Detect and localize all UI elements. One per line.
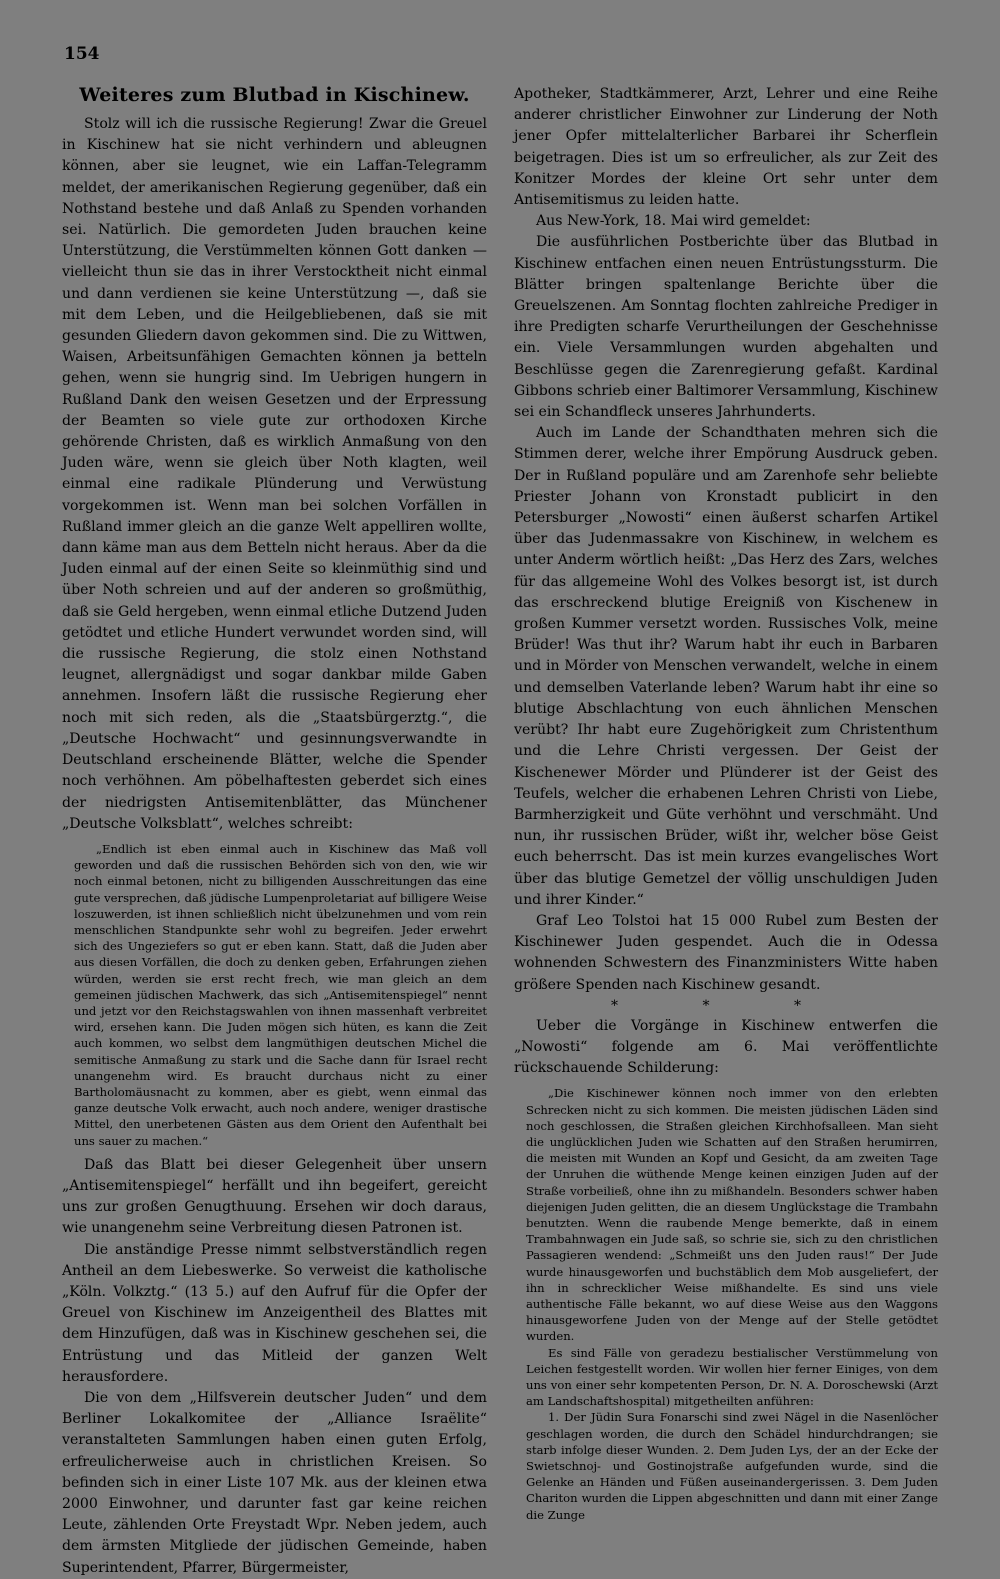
paragraph: Die ausführlichen Postberichte über das Blutbad in Kischinew entfachen einen neuen Entrüstungssturm. Die Blätter bringen spaltenlange Berichte über die Greuelszenen. Am Sonntag flochten zahlreiche Prediger in ihre Predigten scharfe Verurtheilungen der Geschehnisse ein. Viele Versammlungen wurden abgehalten und Beschlüsse gegen die Zarenregierung gefaßt. Kardinal Gibbons schrieb einer Baltimorer Versammlung, Kischinew sei ein Schandfleck unseres Jahrhunderts. [514, 234, 938, 421]
left-body-2 [62, 1155, 487, 1579]
quoted-report [526, 1085, 938, 1522]
section-separator: * * * [611, 997, 841, 1014]
article-title: Weiteres zum Blutbad in Kischinew. [79, 84, 470, 106]
paragraph: Daß das Blatt bei dieser Gelegenheit über unsern „Antisemitenspiegel“ herfällt und ihn begeifert, gereicht uns zur großen Genugthuung. Ersehen wir doch daraus, wie unangenehm seine Verbreitung diesen Patronen ist. [62, 1156, 487, 1237]
paragraph: Graf Leo Tolstoi hat 15 000 Rubel zum Besten der Kischinewer Juden gespendet. Auch die in Odessa wohnenden Schwestern des Finanzministers Witte haben größere Spenden nach Kischinew gesandt. [514, 912, 938, 993]
paragraph: Die von dem „Hilfsverein deutscher Juden“ und dem Berliner Lokalkomitee der „Alliance Israëlite“ veranstalteten Sammlungen haben einen guten Erfolg, erfreulicherweise auch in christlichen Kreisen. So befinden sich in einer Liste 107 Mk. aus der kleinen etwa 2000 Einwohner, und darunter fast gar keine reichen Leute, zählenden Orte Freystadt Wpr. Neben jedem, auch dem ärmsten Mitgliede der jüdischen Gemeinde, haben Superintendent, Pfarrer, Bürgermeister, [62, 1390, 487, 1576]
left-body [62, 114, 487, 835]
left-column [62, 84, 487, 1576]
quote-paragraph: 1. Der Jüdin Sura Fonarschi sind zwei Nägel in die Nasenlöcher geschlagen worden, die durch den Schädel hindurchdrangen; sie starb infolge dieser Wunden. 2. Dem Juden Lys, der an der Ecke der Swietschnoj- und Gostinojstraße aufgefunden wurde, sind die Gelenke an Händen und Füßen auseinandergerissen. 3. Dem Juden Chariton wurden die Lippen abgeschnitten und dann mit einer Zange die Zunge [526, 1410, 938, 1522]
paragraph: Die anständige Presse nimmt selbstverständlich regen Antheil an dem Liebeswerke. So verweist die katholische „Köln. Volkztg.“ (13 5.) auf den Aufruf für die Opfer der Greuel von Kischinew im Anzeigentheil des Blattes mit dem Hinzufügen, daß was in Kischinew geschehen sei, die Entrüstung und das Mitleid der ganzen Welt herausfordere. [62, 1241, 487, 1385]
paragraph: Ueber die Vorgänge in Kischinew entwerfen die „Nowosti“ folgende am 6. Mai veröffentlichte rückschauende Schilderung: [514, 1017, 938, 1077]
right-column [514, 84, 938, 1522]
paragraph: Stolz will ich die russische Regierung! Zwar die Greuel in Kischinew hat sie nicht verhindern und ableugnen können, aber sie leugnet, wie ein Laffan-Telegramm meldet, der amerikanischen Regierung gegenüber, daß ein Nothstand bestehe und daß Anlaß zu Spenden vorhanden sei. Natürlich. Die gemordeten Juden brauchen keine Unterstützung, die Verstümmelten können Gott danken — vielleicht thun sie das in ihrer Verstocktheit nicht einmal und dann verdienen sie keine Unterstützung —, daß sie mit dem Leben, und die Heilgebliebenen, daß sie mit gesunden Gliedern davon gekommen sind. Die zu Wittwen, Waisen, Arbeitsunfähigen Gemachten können ja betteln gehen, wenn sie hungrig sind. Im Uebrigen hungern in Rußland Dank den weisen Gesetzen und der Erpressung der Beamten so viele gute zur orthodoxen Kirche gehörende Christen, daß es wirklich Anmaßung von den Juden wäre, wenn sie gleich über Noth klagten, weil einmal eine radikale Plünderung und Verwüstung vorgekommen ist. Wenn man bei solchen Vorfällen in Rußland immer gleich an die ganze Welt appelliren wollte, dann käme man aus dem Betteln nicht heraus. Aber da die Juden einmal auf der einen Seite so kleinmüthig sind und über Noth schreien und auf der anderen so großmüthig, daß sie Geld hergeben, wenn einmal etliche Dutzend Juden getödtet und etliche Hundert verwundet worden sind, will die russische Regierung, die stolz einen Nothstand leugnet, allergnädigst und sogar dankbar milde Gaben annehmen. Insofern läßt die russische Regierung eher noch mit sich reden, als die „Staatsbürgerztg.“, die „Deutsche Hochwacht“ und gesinnungsverwandte in Deutschland erscheinende Blätter, welche die Spender noch verhöhnen. Am pöbelhaftesten geberdet sich eines der niedrigsten Antisemitenblätter, das Münchener „Deutsche Volksblatt“, welches schreibt: [62, 116, 487, 832]
page-number: 154 [64, 44, 100, 64]
quote-paragraph: Es sind Fälle von geradezu bestialischer Verstümmelung von Leichen festgestellt worden. Wir wollen hier ferner Einiges, von dem uns von einer sehr kompetenten Person, Dr. N. A. Doroschewski (Arzt am Landschaftshospital) mitgetheilten anführen: [526, 1345, 938, 1409]
paragraph: Apotheker, Stadtkämmerer, Arzt, Lehrer und eine Reihe anderer christlicher Einwohner zur Linderung der Noth jener Opfer mittelalterlicher Barbarei ihr Scherflein beigetragen. Dies ist um so erfreulicher, als zur Zeit des Konitzer Mordes der kleine Ort sehr unter dem Antisemitismus zu leiden hatte. [514, 86, 938, 209]
quote-paragraph: „Endlich ist eben einmal auch in Kischinew das Maß voll geworden und daß die russischen Behörden sich von den, wie wir noch einmal betonen, nicht zu billigenden Ausschreitungen das eine gute versprechen, daß jüdische Lumpenproletariat auf billigere Weise loszuwerden, ist ihnen schließlich nicht übelzunehmen und vom rein menschlichen Standpunkte sehr wohl zu begreifen. Jeder erwehrt sich des Ungeziefers so gut er eben kann. Statt, daß die Juden aber aus diesen Vorfällen, die doch zu denken geben, Erfahrungen ziehen würden, werden sie erst recht frech, wie man gleich an dem gemeinen jüdischen Machwerk, das sich „Antisemitenspiegel“ nennt und jetzt vor den Reichstagswahlen von ihnen massenhaft verbreitet wird, ersehen kann. Die Juden mögen sich hüten, es kann die Zeit auch kommen, wo selbst dem langmüthigen deutschen Michel die semitische Anmaßung zu stark und die Sache dann für Israel recht unangenehm wird. Es braucht durchaus nicht zu einer Bartholomäusnacht zu kommen, aber es giebt, wenn einmal das ganze deutsche Volk erwacht, auch noch andere, weniger drastische Mittel, den unerbetenen Gästen aus dem Orient den Aufenthalt bei uns sauer zu machen.“ [74, 841, 487, 1148]
right-body [514, 84, 938, 996]
paragraph: Auch im Lande der Schandthaten mehren sich die Stimmen derer, welche ihrer Empörung Ausdruck geben. Der in Rußland populäre und am Zarenhofe sehr beliebte Priester Johann von Kronstadt publicirt in den Petersburger „Nowosti“ einen äußerst scharfen Artikel über das Judenmassakre von Kischinew, in welchem es unter Anderm wörtlich heißt: „Das Herz des Zars, welches für das allgemeine Wohl des Volkes besorgt ist, ist durch das erschreckend blutige Ereigniß von Kischenew in großen Kummer versetzt worden. Russisches Volk, meine Brüder! Was thut ihr? Warum habt ihr euch in Barbaren und in Mörder von Menschen verwandelt, welche in einem und demselben Vaterlande leben? Warum habt ihr eine so blutige Abschlachtung von euch ähnlichen Menschen verübt? Ihr habt eure Zugehörigkeit zum Christenthum und die Lehre Christi vergessen. Der Geist der Kischenewer Mörder und Plünderer ist der Geist des Teufels, welcher die erhabenen Lehren Christi von Liebe, Barmherzigkeit und Güte verhöhnt und verschmäht. Und nun, ihr russischen Brüder, wißt ihr, welcher böse Geist euch beherrscht. Das ist mein kurzes evangelisches Wort über das blutige Gemetzel der völlig unschuldigen Juden und ihrer Kinder.“ [514, 425, 938, 908]
right-body-2 [514, 1016, 938, 1080]
quote-paragraph: „Die Kischinewer können noch immer von den erlebten Schrecken nicht zu sich kommen. Die meisten jüdischen Läden sind noch geschlossen, die Straßen gleichen Kirchhofsalleen. Man sieht die unglücklichen Juden wie Schatten auf den Straßen herumirren, die meisten mit Wunden an Kopf und Gesicht, da am zweiten Tage der Unruhen die wüthende Menge keinen einzigen Juden auf der Straße vorbeiließ, ohne ihn zu mißhandeln. Besonders schwer haben diejenigen Juden gelitten, die an diesem Unglückstage die Trambahn benutzten. Wenn die raubende Menge bemerkte, daß in einem Trambahnwagen ein Jude saß, so schrie sie, sich zu den christlichen Passagieren wendend: „Schmeißt uns den Juden raus!“ Der Jude wurde hinausgeworfen und buchstäblich dem Mob ausgeliefert, der ihn in schrecklicher Weise mißhandelte. Es sind uns viele authentische Fälle bekannt, wo auf diese Weise aus den Waggons hinausgeworfene Juden von der Menge auf der Stelle getödtet wurden. [526, 1086, 938, 1344]
paragraph: Aus New-York, 18. Mai wird gemeldet: [536, 213, 811, 230]
quoted-excerpt [74, 841, 487, 1149]
